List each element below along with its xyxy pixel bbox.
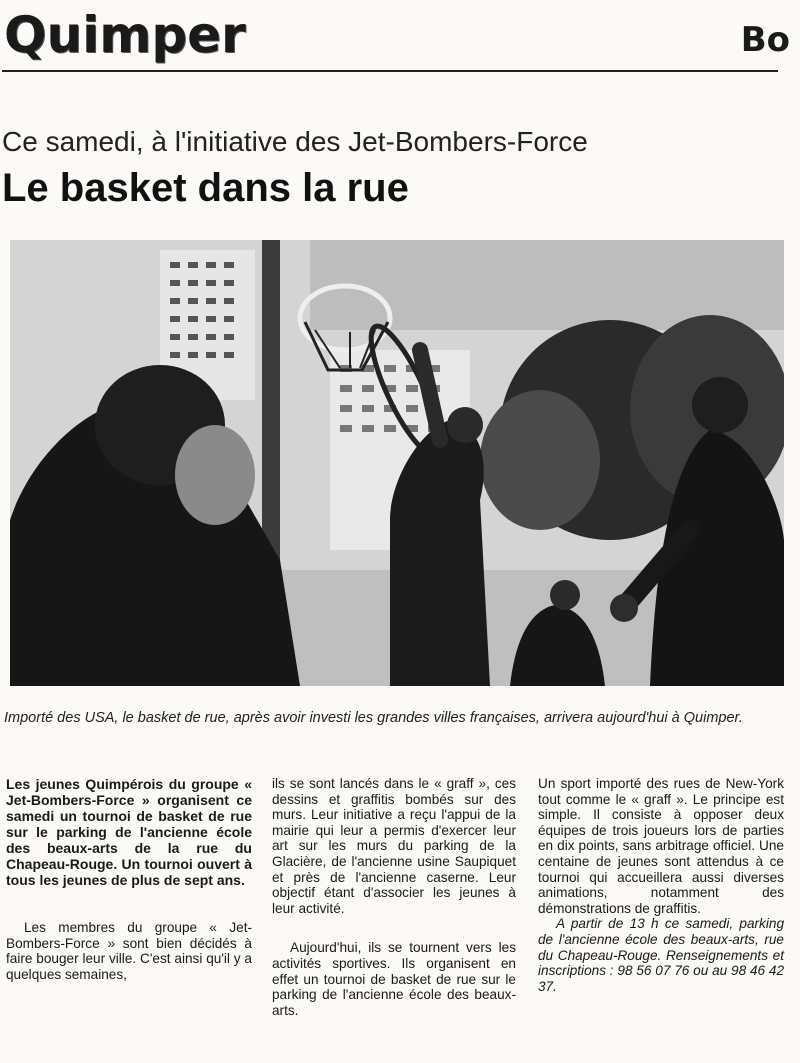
event-info: A partir de 13 h ce samedi, parking de l'ancienne école des beaux-arts, rue du Chapeau-Rouge. Renseignements et inscriptions : 98 56 07 76 ou au 98 46 42 37. xyxy=(538,916,784,994)
photo-caption: Importé des USA, le basket de rue, après avoir investi les grandes villes françaises, arrivera aujourd'hui à Quimper. xyxy=(4,710,743,726)
column-3-paragraph-1: Un sport importé des rues de New-York tout comme le « graff ». Le principe est simple. Il consiste à opposer deux équipes de trois joueurs lors de parties en dix points, sans arbitrage officiel. Une centaine de jeunes sont attendus à ce tournoi qui accueillera aussi diverses animations, notamment des démonstrations de graffitis. xyxy=(538,776,784,916)
article-headline: Le basket dans la rue xyxy=(2,166,409,210)
basketball-photo-icon xyxy=(10,240,784,686)
article-kicker: Ce samedi, à l'initiative des Jet-Bombers-Force xyxy=(2,126,588,157)
article-column-2 xyxy=(272,776,516,1018)
column-2-paragraph-2: Aujourd'hui, ils se tournent vers les activités sportives. Ils organisent en effet un tournoi de basket de rue sur le parking de l'ancienne école des beaux-arts. xyxy=(272,940,516,1018)
article-column-1 xyxy=(6,776,252,982)
article-photo xyxy=(10,240,784,686)
column-1-paragraph: Les membres du groupe « Jet-Bombers-Force » sont bien décidés à faire bouger leur ville. C'est ainsi qu'il y a quelques semaines, xyxy=(6,920,252,982)
section-title: Quimper xyxy=(4,6,246,64)
masthead-divider xyxy=(2,70,778,72)
article-column-3 xyxy=(538,776,784,994)
column-2-paragraph-1: ils se sont lancés dans le « graff », ces dessins et graffitis bombés sur des murs. Leur initiative a reçu l'appui de la mairie qui leur a permis d'exercer leur art sur les murs du parking de la Glacière, de l'ancienne usine Saupiquet et près de l'ancienne caserne. Leur objectif étant d'associer les jeunes à leur activité. xyxy=(272,776,516,916)
adjacent-section-title: Bo xyxy=(740,20,790,60)
article-lead: Les jeunes Quimpérois du groupe « Jet-Bombers-Force » organisent ce samedi un tournoi de basket de rue sur le parking de l'ancienne école des beaux-arts de la rue du Chapeau-Rouge. Un tournoi ouvert à tous les jeunes de plus de sept ans. xyxy=(6,776,252,888)
